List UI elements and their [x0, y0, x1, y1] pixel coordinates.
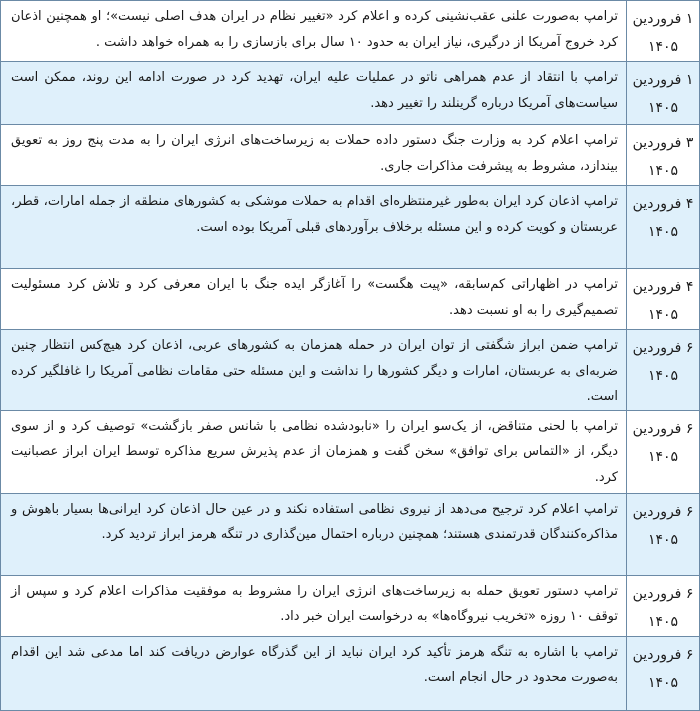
date-cell [627, 636, 700, 710]
date-day: ۶ فروردین [632, 420, 694, 437]
event-text: ترامپ با انتقاد از عدم همراهی ناتو در عملیات علیه ایران، تهدید کرد در صورت ادامه این روند، ممکن است سیاست‌های آمریکا درباره گرینلند را تغییر دهد. [1, 62, 627, 125]
table-row [1, 636, 700, 710]
table-row [1, 125, 700, 186]
event-text: ترامپ با لحنی متناقض، از یک‌سو ایران را «نابودشده نظامی با شانس صفر بازگشت» توصیف کرد و از سوی دیگر، از «التماس برای توافق» سخن گفت و همزمان از عدم پذیرش سریع مذاکره توسط ایران ابراز عصبانیت کرد. [1, 410, 627, 493]
date-year: ۱۴۰۵ [647, 307, 679, 323]
date-day: ۱ فروردین [632, 11, 694, 27]
date-year: ۱۴۰۵ [647, 39, 679, 55]
event-text: ترامپ با اشاره به تنگه هرمز تأکید کرد ایران نباید از این گذرگاه عوارض دریافت کند اما مدعی شد این اقدام به‌صورت محدود در حال انجام است. [1, 636, 627, 710]
date-year: ۱۴۰۵ [647, 368, 679, 384]
date-day: ۴ فروردین [632, 279, 694, 295]
date-day: ۶ فروردین [632, 646, 694, 663]
table-row [1, 186, 700, 269]
date-day: ۱ فروردین [632, 72, 694, 88]
date-cell [627, 493, 700, 575]
date-year: ۱۴۰۵ [647, 674, 679, 691]
event-text: ترامپ اعلام کرد ترجیح می‌دهد از نیروی نظامی استفاده نکند و در عین حال اذعان کرد ایرانی‌ها بسیار باهوش و مذاکره‌کنندگان قدرتمندی هستند؛ همچنین درباره احتمال مین‌گذاری در تنگه هرمز ابراز تردید کرد. [1, 493, 627, 575]
date-year: ۱۴۰۵ [647, 100, 679, 116]
date-day: ۶ فروردین [632, 503, 694, 520]
table-row [1, 493, 700, 575]
date-cell [627, 1, 700, 62]
timeline-body [1, 1, 700, 711]
table-row [1, 62, 700, 125]
table-row [1, 575, 700, 636]
date-year: ۱۴۰۵ [647, 531, 679, 548]
event-text: ترامپ در اظهاراتی کم‌سابقه، «پیت هگست» را آغازگر ایده جنگ با ایران معرفی کرد و تلاش کرد مسئولیت تصمیم‌گیری را به او نسبت دهد. [1, 269, 627, 330]
date-day: ۳ فروردین [632, 135, 694, 151]
event-text: ترامپ اذعان کرد ایران به‌طور غیرمنتظره‌ای اقدام به حملات موشکی به کشورهای منطقه از جمله امارات، قطر، عربستان و کویت کرده و این مسئله برخلاف برآوردهای قبلی آمریکا بوده است. [1, 186, 627, 269]
date-cell [627, 62, 700, 125]
table-row [1, 410, 700, 493]
date-year: ۱۴۰۵ [647, 224, 679, 240]
date-cell [627, 330, 700, 411]
date-year: ۱۴۰۵ [647, 163, 679, 179]
date-cell [627, 575, 700, 636]
event-text: ترامپ اعلام کرد به وزارت جنگ دستور داده حملات به زیرساخت‌های انرژی ایران را به مدت پنج روز به تعویق بیندازد، مشروط به پیشرفت مذاکرات جاری. [1, 125, 627, 186]
event-text: ترامپ ضمن ابراز شگفتی از توان ایران در حمله همزمان به کشورهای عربی، اذعان کرد هیچ‌کس انتظار چنین ضربه‌ای به عربستان، امارات و دیگر کشورها را نداشت و این مسئله حتی مقامات نظامی آمریکا را غافلگیر کرده است. [1, 330, 627, 411]
date-year: ۱۴۰۵ [647, 448, 679, 465]
date-day: ۶ فروردین [632, 340, 694, 356]
date-cell [627, 269, 700, 330]
table-row [1, 269, 700, 330]
date-day: ۴ فروردین [632, 196, 694, 212]
event-text: ترامپ به‌صورت علنی عقب‌نشینی کرده و اعلام کرد «تغییر نظام در ایران هدف اصلی نیست»؛ او همچنین اذعان کرد خروج آمریکا از درگیری، نیاز ایران به حدود ۱۰ سال برای بازسازی را به همراه خواهد داشت . [1, 1, 627, 62]
table-row [1, 330, 700, 411]
date-cell [627, 186, 700, 269]
date-day: ۶ فروردین [632, 585, 694, 602]
date-cell [627, 125, 700, 186]
date-cell [627, 410, 700, 493]
event-text: ترامپ دستور تعویق حمله به زیرساخت‌های انرژی ایران را مشروط به موفقیت مذاکرات اعلام کرد و سپس از توقف ۱۰ روزه «تخریب نیروگاه‌ها» به درخواست ایران خبر داد. [1, 575, 627, 636]
date-year: ۱۴۰۵ [647, 613, 679, 630]
table-row [1, 1, 700, 62]
